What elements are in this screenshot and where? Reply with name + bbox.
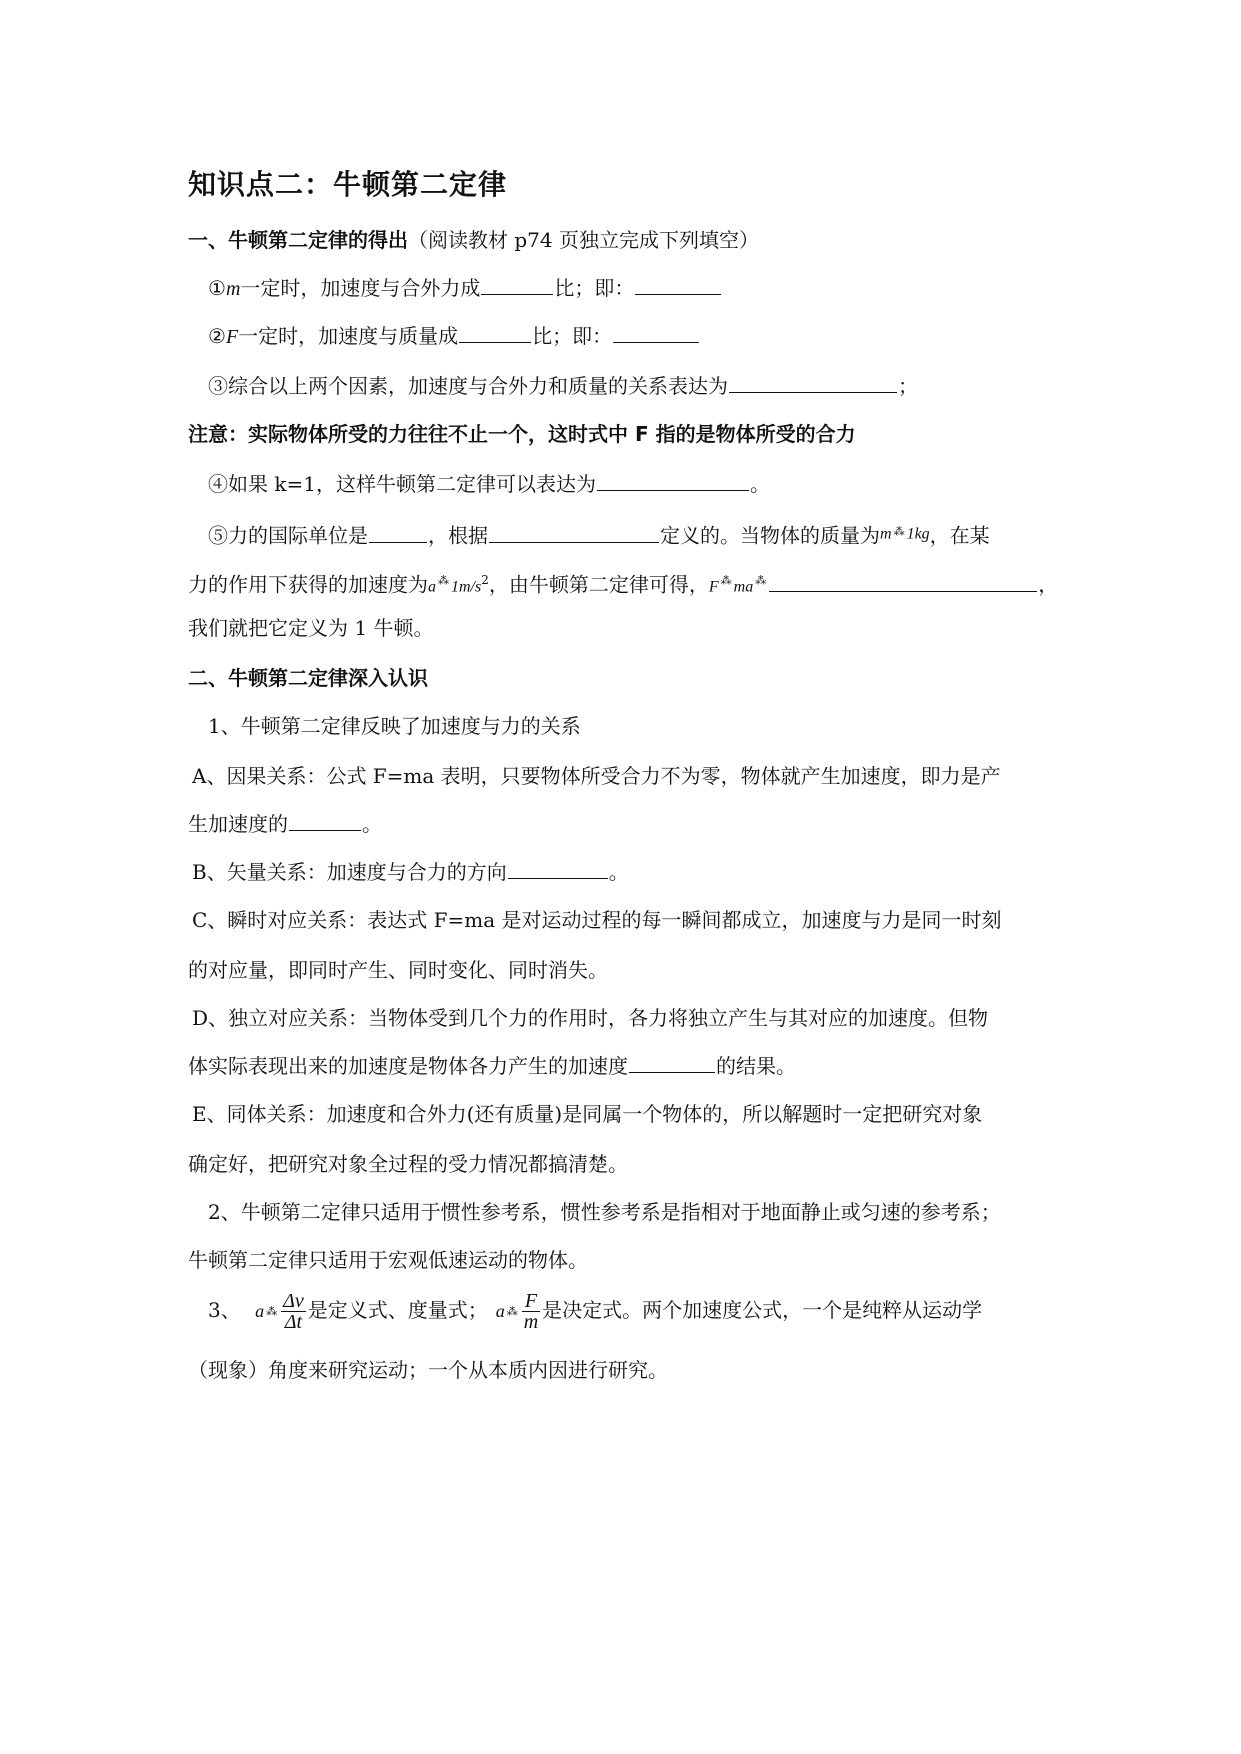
s2-a-line-2-a: 生加速度的 [188,812,288,836]
blank-2a[interactable] [459,322,531,343]
item-4-text-b: 。 [749,472,770,496]
s2-a-line-1: A、因果关系：公式 F=ma 表明，只要物体所受合力不为零，物体就产生加速度，即力是产 [192,764,1001,788]
item-5-text-b: ，根据 [428,523,488,548]
item-5-text-d: ，在某 [929,523,990,548]
fraction-F-m [522,1291,540,1332]
s2-point-1: 1、牛顿第二定律反映了加速度与力的关系 [208,714,581,738]
blank-1a[interactable] [481,274,553,295]
fraction-dv-dt [281,1291,306,1332]
equals-glyph: ⁂ [438,574,449,587]
acc-exponent: 2 [481,573,489,587]
s2-point-2-line-2: 牛顿第二定律只适用于宏观低速运动的物体。 [188,1248,588,1272]
s2-c-line-2: 的对应量，即同时产生、同时变化、同时消失。 [188,958,608,982]
blank-d[interactable] [629,1052,715,1073]
item-2-text-b: 比；即： [532,324,613,348]
s2-d-line-2 [188,1052,796,1080]
s2-point-2-line-1: 2、牛顿第二定律只适用于惯性参考系，惯性参考系是指相对于地面静止或匀速的参考系； [208,1200,1001,1224]
mass-value: 1kg [906,525,930,543]
acc-symbol: a [255,1301,265,1321]
blank-4[interactable] [597,470,749,491]
force-symbol: F [708,578,719,596]
item-5-line-1 [208,518,990,550]
item-5-text-c: 定义的。当物体的质量为 [660,523,880,548]
item-2-number: ② [208,324,226,348]
section-1-heading-line [188,226,759,254]
blank-3[interactable] [729,372,897,393]
fraction-numerator: F [522,1291,540,1312]
s2-b-line-a: B、矢量关系：加速度与合力的方向 [192,860,507,884]
blank-a[interactable] [289,810,361,831]
item-1-number: ① [208,276,226,300]
note-line: 注意：实际物体所受的力往往不止一个，这时式中 F 指的是物体所受的合力 [188,422,856,446]
blank-5b[interactable] [489,522,659,543]
s2-b-line-b: 。 [608,860,629,884]
s2-b-line [192,858,629,886]
item-1-text-a: 一定时，加速度与合外力成 [240,276,481,300]
s2-e-line-1: E、同体关系：加速度和合外力(还有质量)是同属一个物体的，所以解题时一定把研究对象 [192,1102,983,1126]
page-title: 知识点二：牛顿第二定律 [188,168,508,201]
s2-point-3-text-1: 是定义式、度量式； [307,1298,488,1322]
section-1-heading: 一、牛顿第二定律的得出 [188,228,408,252]
item-5-line-2 [188,566,1058,602]
s2-point-3-line-1 [208,1282,982,1340]
s2-a-line-2 [188,810,382,838]
blank-b[interactable] [508,858,608,879]
s2-d-line-2-a: 体实际表现出来的加速度是物体各力产生的加速度 [188,1054,628,1078]
item-5-line-2-end: ， [1038,572,1059,597]
item-4 [208,470,770,498]
item-2 [208,322,700,351]
symbol-F: F [225,326,239,348]
item-4-text-a: ④如果 k=1，这样牛顿第二定律可以表达为 [208,472,596,496]
item-3 [208,372,918,400]
equals-glyph: ⁂ [720,574,732,587]
blank-1b[interactable] [635,274,721,295]
item-1 [208,274,722,303]
acc-value: 1m/s [451,578,482,596]
equals-glyph: ⁂ [755,574,767,587]
s2-d-line-2-b: 的结果。 [716,1054,796,1078]
s2-e-line-2: 确定好，把研究对象全过程的受力情况都搞清楚。 [188,1152,628,1176]
blank-5a[interactable] [369,522,427,543]
s2-d-line-1: D、独立对应关系：当物体受到几个力的作用时，各力将独立产生与其对应的加速度。但物 [192,1006,989,1030]
item-5-line-2-b: ，由牛顿第二定律可得， [488,572,709,597]
item-3-text-a: ③综合以上两个因素，加速度与合外力和质量的关系表达为 [208,374,728,398]
symbol-m: m [225,278,241,300]
item-5-line-2-a: 力的作用下获得的加速度为 [188,572,428,597]
equals-glyph: ⁂ [266,1304,278,1318]
acc-symbol: a [495,1301,505,1321]
item-2-text-a: 一定时，加速度与质量成 [238,324,459,348]
mass-symbol: m [880,525,892,543]
fraction-denominator: Δt [284,1311,303,1333]
equals-glyph: ⁂ [893,525,905,538]
section-2-heading: 二、牛顿第二定律深入认识 [188,666,428,690]
section-1-note: （阅读教材 p74 页独立完成下列填空） [408,228,759,252]
s2-point-3-line-2: （现象）角度来研究运动；一个从本质内因进行研究。 [188,1358,668,1382]
s2-a-line-2-b: 。 [362,812,382,836]
blank-2b[interactable] [613,322,699,343]
item-5-line-3: 我们就把它定义为 1 牛顿。 [188,616,434,640]
acc-symbol: a [428,578,436,596]
fraction-denominator: m [523,1311,539,1333]
s2-point-3-number: 3、 [208,1298,241,1322]
item-1-text-b: 比；即： [554,276,635,300]
s2-point-3-text-2: 是决定式。两个加速度公式，一个是纯粹从运动学 [542,1298,983,1322]
item-5-text-a: ⑤力的国际单位是 [208,523,368,548]
fraction-numerator: Δv [283,1290,304,1312]
blank-5c[interactable] [769,571,1037,592]
ma-symbol: ma [733,578,754,596]
s2-c-line-1: C、瞬时对应关系：表达式 F=ma 是对运动过程的每一瞬间都成立，加速度与力是同一时刻 [192,908,1002,932]
equals-glyph: ⁂ [506,1304,518,1318]
item-3-text-b: ； [898,374,918,398]
